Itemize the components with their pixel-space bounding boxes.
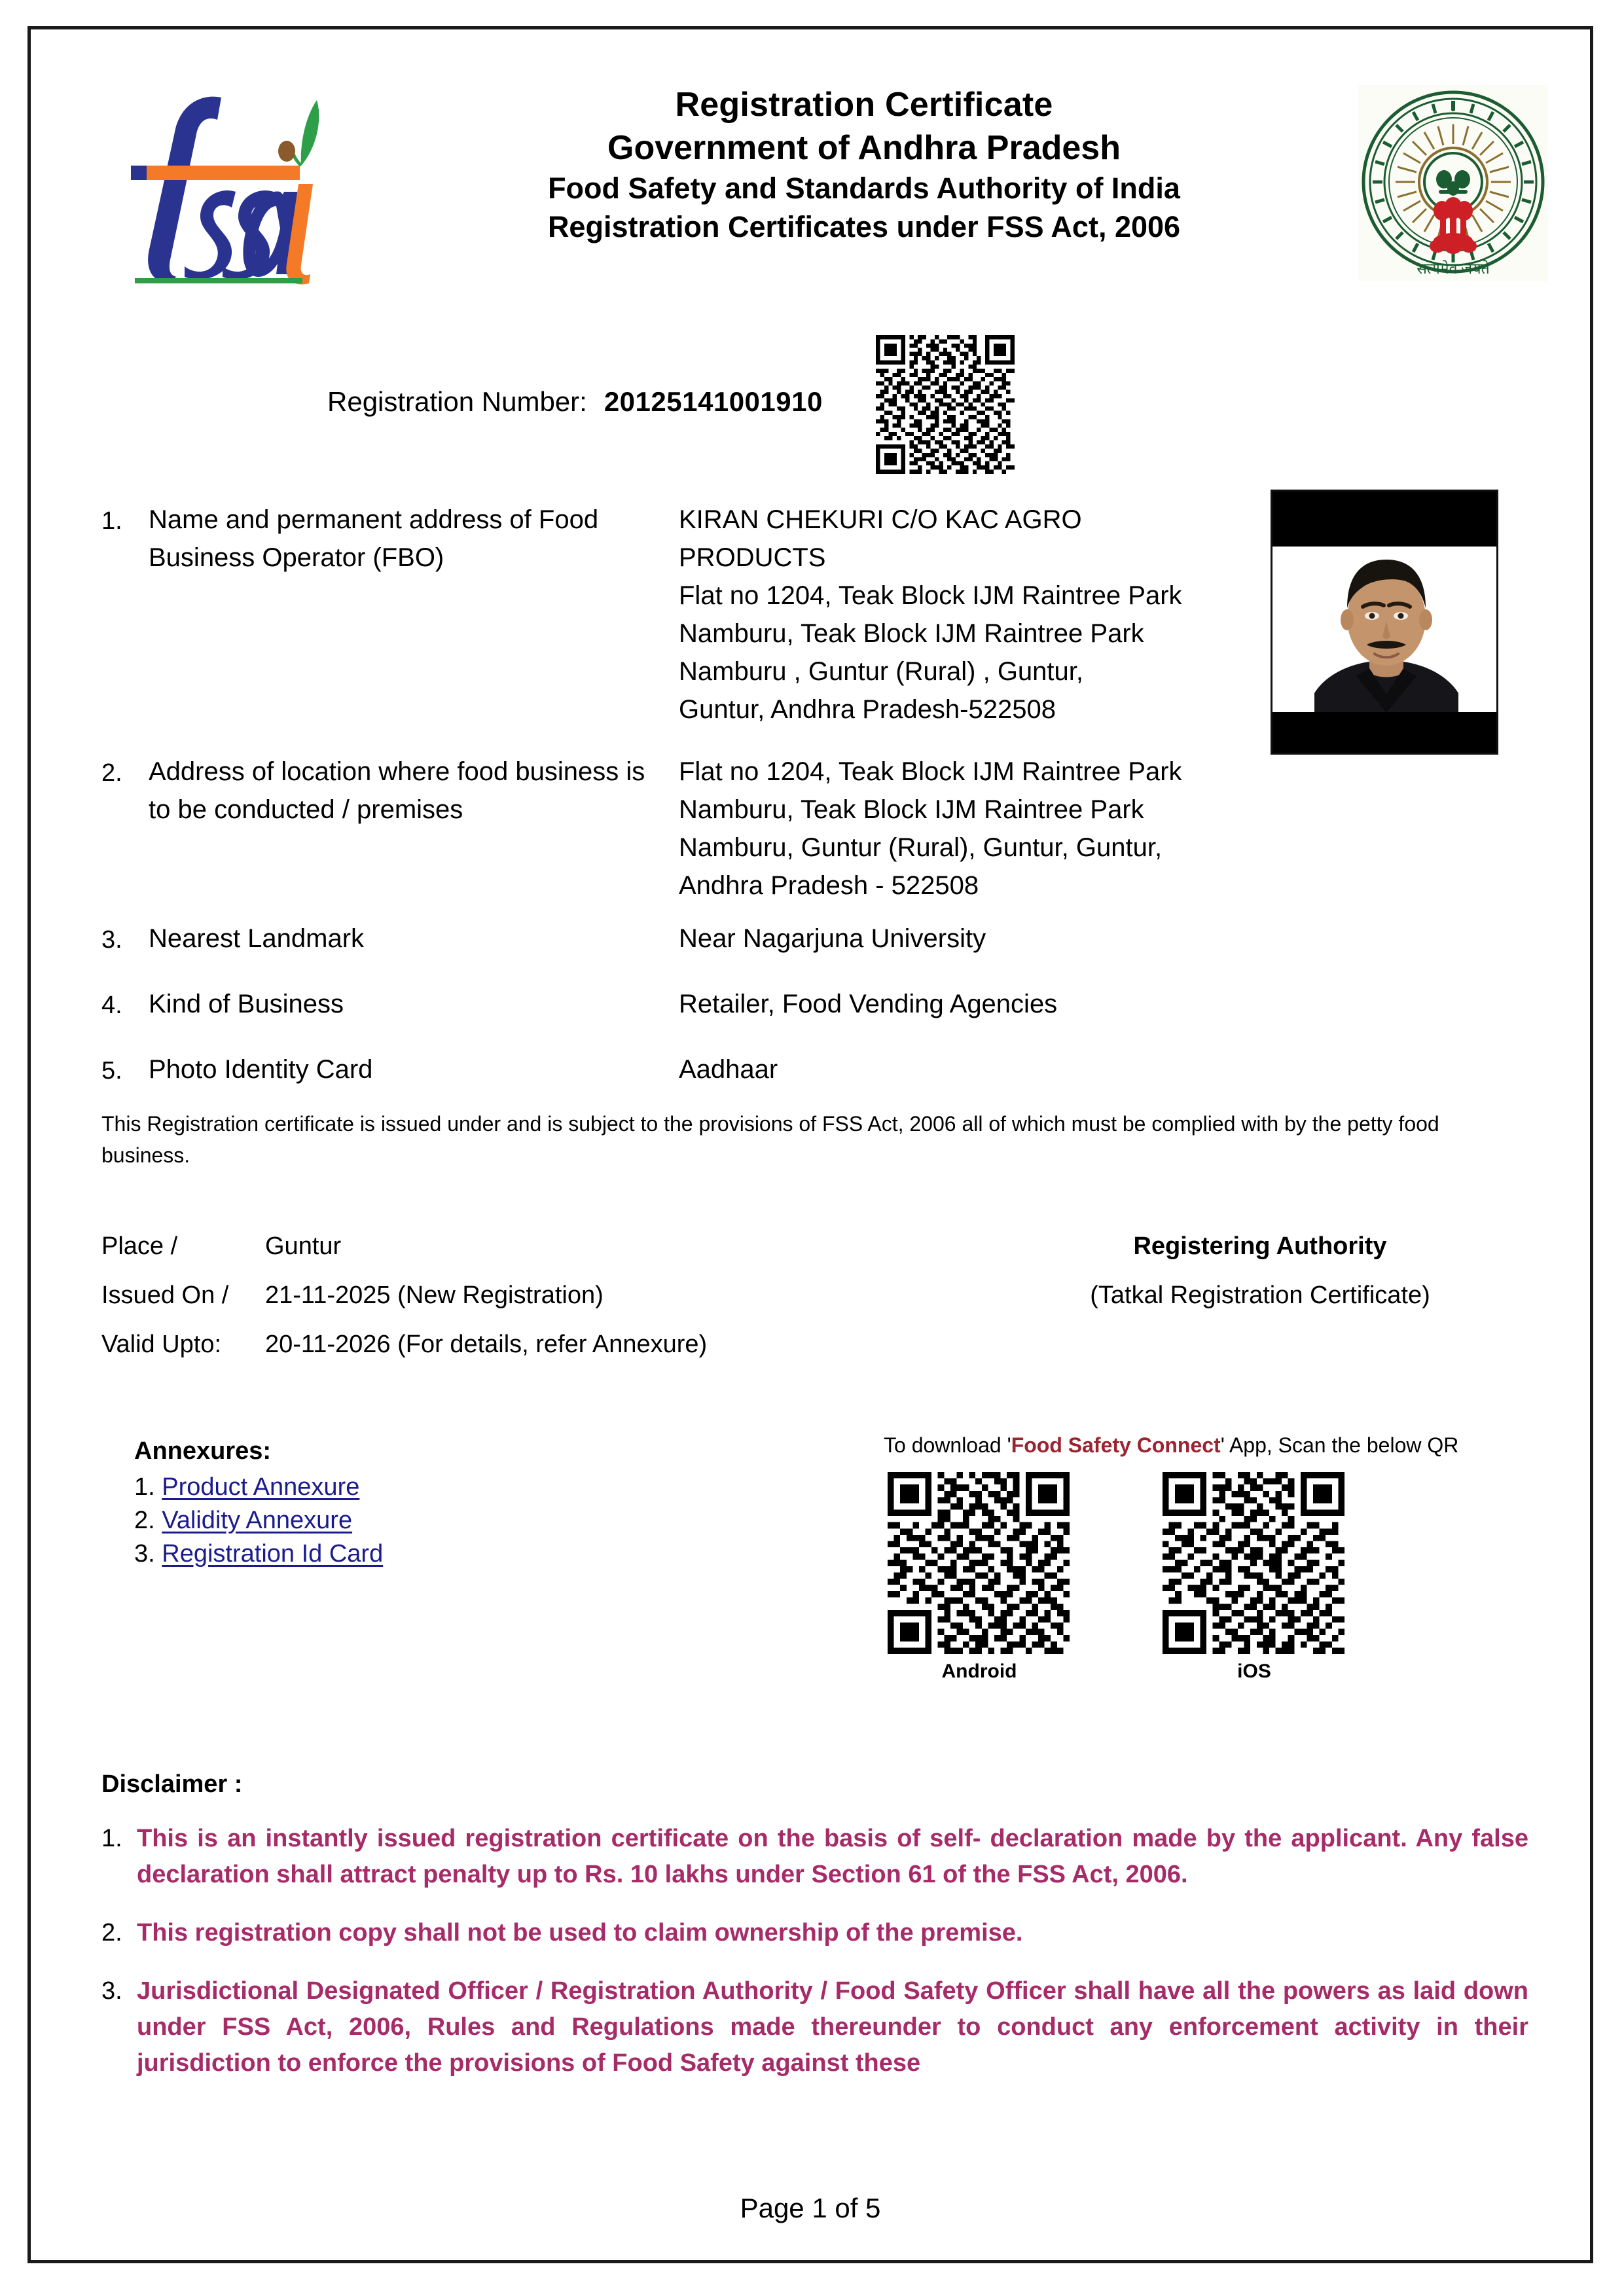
page-footer bbox=[27, 2193, 1593, 2224]
valid-upto-value: 20-11-2026 (For details, refer Annexure) bbox=[265, 1331, 708, 1358]
photo-top-band bbox=[1272, 492, 1496, 547]
app-download-text-after: ' App, Scan the below QR bbox=[1220, 1433, 1459, 1457]
annexure-index: 2. bbox=[134, 1507, 155, 1534]
value-line: Flat no 1204, Teak Block IJM Raintree Park bbox=[679, 581, 1182, 610]
table-row bbox=[101, 920, 1528, 985]
value-line: Namburu, Guntur (Rural), Guntur, Guntur, bbox=[679, 833, 1163, 862]
row-label: Nearest Landmark bbox=[149, 924, 365, 953]
list-item bbox=[134, 1473, 383, 1501]
issued-on-value: 21-11-2025 (New Registration) bbox=[265, 1282, 604, 1309]
registering-authority-title: Registering Authority bbox=[1133, 1232, 1387, 1260]
app-download-instruction bbox=[884, 1433, 1525, 1458]
valid-upto-row bbox=[101, 1331, 887, 1359]
page-number: Page 1 of 5 bbox=[740, 2193, 881, 2223]
value-line: KIRAN CHEKURI C/O KAC AGRO bbox=[679, 505, 1082, 534]
row-value bbox=[679, 1050, 1528, 1088]
row-number: 4. bbox=[101, 992, 122, 1019]
place-value: Guntur bbox=[265, 1232, 342, 1260]
row-value bbox=[679, 985, 1528, 1023]
header-title-block bbox=[406, 84, 1322, 246]
page-title: Registration Certificate bbox=[675, 86, 1053, 124]
disclaimer-text: Jurisdictional Designated Officer / Registration Authority / Food Safety Officer shall have all the powers as laid down under FSS Act, 2006, Rules and Regulations made thereunder to conduct any enforcement activity in their jurisdiction to enforce the provisions of Food Safety against these bbox=[137, 1977, 1528, 2077]
value-line: Namburu, Teak Block IJM Raintree Park bbox=[679, 619, 1144, 648]
value-line: Flat no 1204, Teak Block IJM Raintree Park bbox=[679, 757, 1182, 786]
row-number: 2. bbox=[101, 759, 122, 787]
annexures-title: Annexures: bbox=[134, 1437, 272, 1465]
annexure-link-product[interactable]: Product Annexure bbox=[162, 1473, 360, 1501]
ios-qr-cell bbox=[1163, 1472, 1346, 1683]
disclaimer-block bbox=[101, 1770, 1528, 2104]
issued-on-label: Issued On / bbox=[101, 1282, 229, 1309]
header-subtitle-authority: Food Safety and Standards Authority of India bbox=[548, 171, 1180, 206]
app-download-block bbox=[884, 1433, 1525, 1683]
value-line: PRODUCTS bbox=[679, 543, 826, 572]
list-item bbox=[134, 1507, 383, 1535]
value-line: Near Nagarjuna University bbox=[679, 924, 986, 953]
disclaimer-index: 2. bbox=[101, 1919, 122, 1947]
issuance-details bbox=[101, 1232, 887, 1380]
ios-app-qr-code-icon[interactable] bbox=[1163, 1472, 1344, 1654]
value-line: Namburu , Guntur (Rural) , Guntur, bbox=[679, 657, 1084, 686]
row-label: Photo Identity Card bbox=[149, 1055, 373, 1084]
disclaimer-title: Disclaimer : bbox=[101, 1770, 243, 1798]
place-label: Place / bbox=[101, 1232, 178, 1260]
fssai-logo-icon bbox=[105, 88, 327, 285]
row-label: Address of location where food business is to be conducted / premises bbox=[149, 757, 645, 824]
value-line: Namburu, Teak Block IJM Raintree Park bbox=[679, 795, 1144, 824]
header-subtitle-government: Government of Andhra Pradesh bbox=[607, 128, 1121, 167]
row-number: 1. bbox=[101, 507, 122, 535]
row-label: Name and permanent address of Food Business Operator (FBO) bbox=[149, 505, 599, 572]
row-number: 3. bbox=[101, 926, 122, 954]
list-item bbox=[134, 1540, 383, 1568]
registration-number-value: 20125141001910 bbox=[604, 386, 823, 417]
header-subtitle-act: Registration Certificates under FSS Act, 2006 bbox=[547, 209, 1181, 243]
disclaimer-index: 1. bbox=[101, 1825, 122, 1852]
value-line: Aadhaar bbox=[679, 1055, 778, 1084]
andhra-pradesh-state-emblem-icon bbox=[1358, 85, 1548, 281]
registering-authority-subtitle: (Tatkal Registration Certificate) bbox=[1090, 1282, 1430, 1309]
value-line: Guntur, Andhra Pradesh-522508 bbox=[679, 695, 1056, 724]
annexure-index: 1. bbox=[134, 1473, 155, 1501]
registering-authority-block bbox=[1001, 1232, 1519, 1310]
emblem-motto-text: सत्यमेव जयते bbox=[1416, 260, 1490, 277]
list-item bbox=[101, 1973, 1528, 2081]
fbo-passport-photo bbox=[1271, 490, 1498, 755]
annexure-link-validity[interactable]: Validity Annexure bbox=[162, 1507, 353, 1534]
annexures-block bbox=[134, 1437, 383, 1573]
disclaimer-text: This registration copy shall not be used to claim ownership of the premise. bbox=[137, 1919, 1023, 1947]
ios-qr-caption: iOS bbox=[1237, 1660, 1271, 1682]
list-item bbox=[101, 1821, 1528, 1893]
disclaimer-index: 3. bbox=[101, 1977, 122, 2005]
valid-upto-label: Valid Upto: bbox=[101, 1331, 222, 1358]
android-qr-cell bbox=[888, 1472, 1071, 1683]
list-item bbox=[101, 1915, 1528, 1951]
place-row bbox=[101, 1232, 887, 1261]
row-label: Kind of Business bbox=[149, 990, 344, 1018]
row-value bbox=[679, 753, 1528, 905]
value-line: Andhra Pradesh - 522508 bbox=[679, 871, 979, 900]
issued-on-row bbox=[101, 1282, 887, 1310]
table-row bbox=[101, 753, 1528, 920]
registration-qr-code-icon bbox=[876, 335, 1015, 474]
android-app-qr-code-icon[interactable] bbox=[888, 1472, 1070, 1654]
table-row bbox=[101, 985, 1528, 1050]
registration-number-line bbox=[327, 386, 823, 418]
row-number: 5. bbox=[101, 1057, 122, 1085]
app-download-text-before: To download ' bbox=[884, 1433, 1011, 1457]
disclaimer-text: This is an instantly issued registration certificate on the basis of self- declaration made by the applicant. Any false declaration shall attract penalty up to Rs. 10 lakhs under Section 61 of the FSS Act, 2006. bbox=[137, 1825, 1528, 1889]
row-value bbox=[679, 920, 1528, 958]
photo-bottom-band bbox=[1272, 712, 1496, 753]
certificate-header bbox=[65, 72, 1558, 288]
table-row bbox=[101, 1050, 1528, 1096]
annexure-index: 3. bbox=[134, 1540, 155, 1568]
annexure-link-registration-id-card[interactable]: Registration Id Card bbox=[162, 1540, 384, 1568]
android-qr-caption: Android bbox=[941, 1660, 1017, 1682]
value-line: Retailer, Food Vending Agencies bbox=[679, 990, 1058, 1018]
issuance-note: This Registration certificate is issued under and is subject to the provisions of FSS Act, 2006 all of which must be complied with by the petty food business. bbox=[101, 1112, 1439, 1167]
app-brand-name: Food Safety Connect bbox=[1011, 1433, 1221, 1457]
registration-number-label: Registration Number: bbox=[327, 386, 587, 417]
